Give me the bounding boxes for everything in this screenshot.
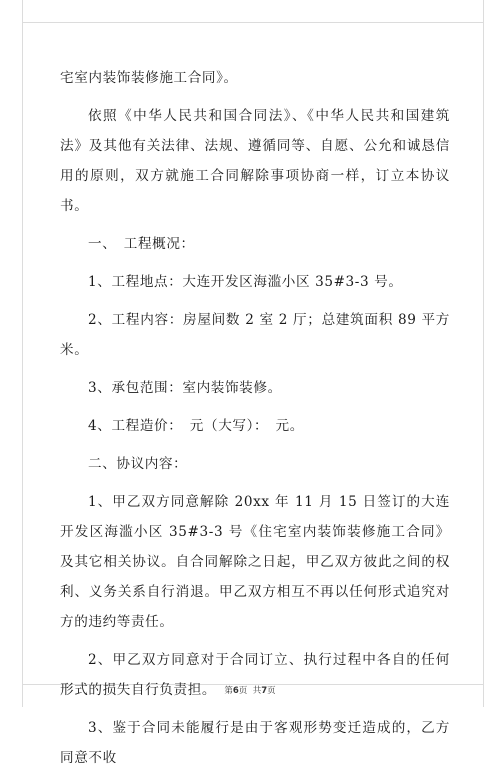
footer-page-number: 6: [232, 686, 239, 696]
page-border-left: [22, 0, 23, 707]
document-body: [60, 63, 450, 773]
page-border-right: [483, 0, 484, 707]
section-heading-agreement-content: 二、协议内容：: [88, 456, 188, 472]
page-footer: [0, 684, 500, 696]
list-item-project-content: 2、工程内容：房屋间数 2 室 2 厅；总建筑面积 89 平方米。: [60, 312, 450, 358]
paragraph-continued-title: 宅室内装饰装修施工合同》。: [60, 70, 238, 86]
clause-1-termination: 1、甲乙双方同意解除 20xx 年 11 月 15 日签订的大连开发区海滥小区 35#3-3 号《住宅室内装饰装修施工合同》及其它相关协议。自合同解除之日起，甲乙双方彼此之间的权利、义务关系自行消退。甲乙双方相互不再以任何形式追究对方的违约等责任。: [60, 494, 450, 630]
section-heading-project-overview: 一、 工程概况：: [88, 236, 195, 252]
footer-total-pages: 7: [261, 686, 268, 696]
footer-prefix: 第: [224, 686, 233, 696]
list-item-contract-scope: 3、承包范围：室内装饰装修。: [88, 380, 282, 396]
footer-total-suffix: 页: [267, 686, 276, 696]
list-item-project-location: 1、工程地点：大连开发区海滥小区 35#3-3 号。: [88, 274, 403, 290]
paragraph-preamble: 依照《中华人民共和国合同法》、《中华人民共和国建筑法》及其他有关法律、法规、遵循同等、自愿、公允和诚恳信用的原则，双方就施工合同解除事项协商一样，订立本协议书。: [60, 108, 450, 214]
clause-2-losses: 2、甲乙双方同意对于合同订立、执行过程中各自的任何形式的损失自行负责担。: [60, 652, 450, 698]
footer-total-prefix: 共: [252, 686, 262, 696]
clause-3-partial: 3、鉴于合同未能履行是由于客观形势变迁造成的，乙方同意不收: [60, 720, 450, 766]
footer-page-suffix: 页: [238, 686, 248, 696]
list-item-project-cost: 4、工程造价： 元（大写）： 元。: [88, 418, 304, 434]
page-border-top: [22, 22, 484, 23]
